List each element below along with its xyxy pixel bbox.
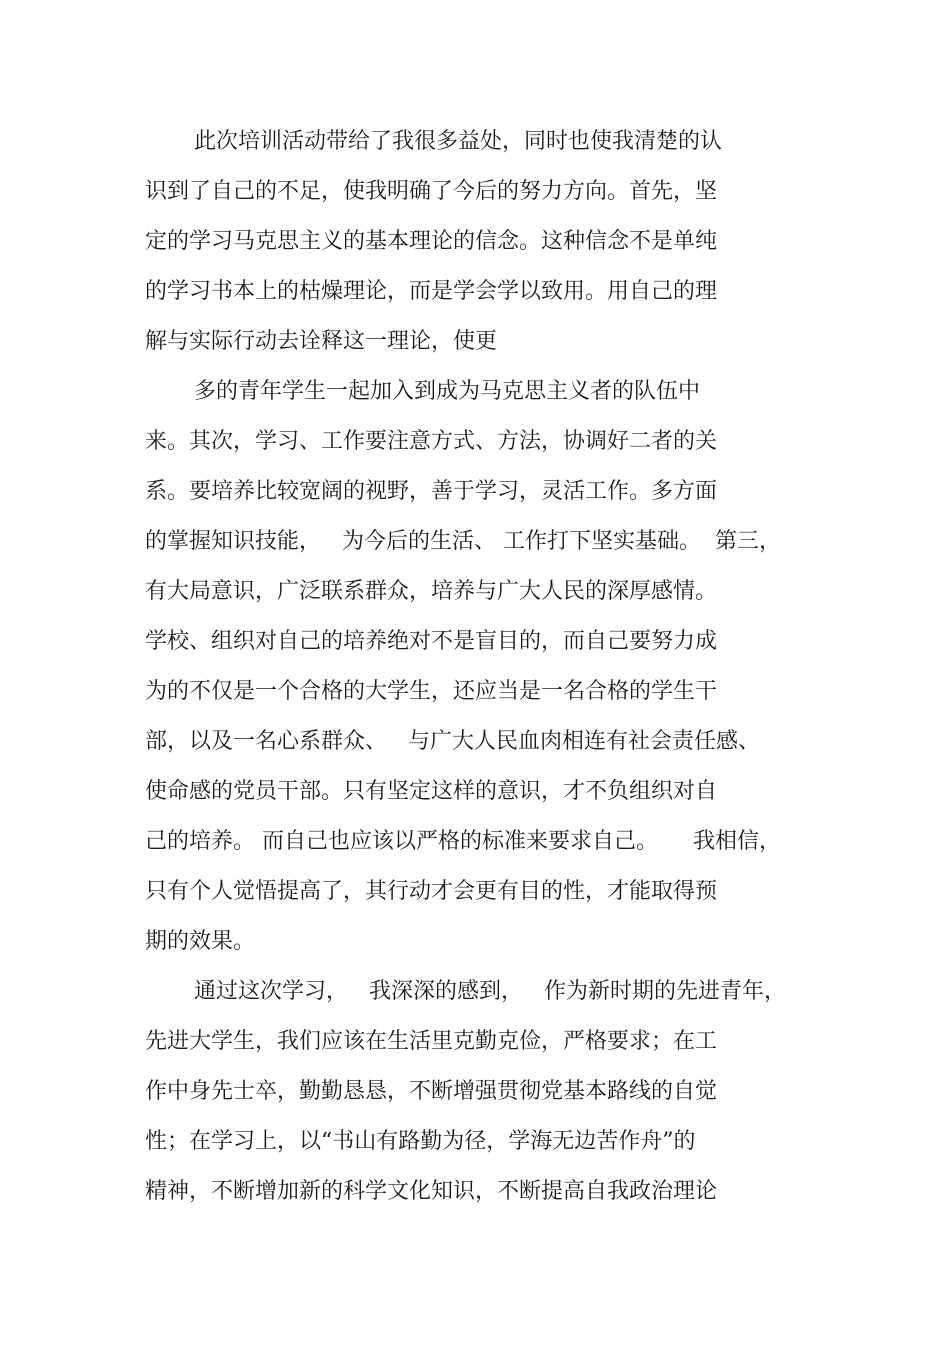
paragraph-2-line-6: 学校、组织对自己的培养绝对不是盲目的，而自己要努力成	[145, 629, 718, 654]
paragraph-2-line-7: 为的不仅是一个合格的大学生，还应当是一名合格的学生干	[145, 679, 718, 704]
paragraph-2-line-3: 系。要培养比较宽阔的视野，善于学习，灵活工作。多方面	[145, 479, 718, 504]
body-text	[145, 122, 845, 1222]
paragraph-1-line-3: 定的学习马克思主义的基本理论的信念。这种信念不是单纯	[145, 229, 718, 254]
paragraph-2-line-1: 多的青年学生一起加入到成为马克思主义者的队伍中	[194, 379, 701, 404]
paragraph-2-line-5: 有大局意识，广泛联系群众，培养与广大人民的深厚感情。	[145, 579, 718, 604]
paragraph-3-line-3: 作中身先士卒，勤勤恳恳，不断增强贯彻党基本路线的自觉	[145, 1079, 718, 1104]
paragraph-3-line-5: 精神，不断增加新的科学文化知识，不断提高自我政治理论	[145, 1179, 718, 1204]
paragraph-1-line-2: 识到了自己的不足，使我明确了今后的努力方向。首先，坚	[145, 179, 718, 204]
paragraph-2-line-2: 来。其次，学习、工作要注意方式、方法，协调好二者的关	[145, 429, 718, 454]
paragraph-1-line-5: 解与实际行动去诠释这一理论，使更	[145, 329, 498, 354]
paragraph-3-line-4: 性；在学习上，以“书山有路勤为径，学海无边苦作舟”的	[145, 1129, 696, 1154]
paragraph-2-line-10: 己的培养。 而自己也应该以严格的标准来要求自己。 我相信，	[145, 829, 781, 854]
paragraph-2-line-4: 的掌握知识技能， 为今后的生活、 工作打下坚实基础。 第三，	[145, 529, 781, 554]
paragraph-2-line-8: 部，以及一名心系群众、 与广大人民血肉相连有社会责任感、	[145, 729, 760, 754]
paragraph-3-line-1: 通过这次学习， 我深深的感到， 作为新时期的先进青年，	[194, 979, 786, 1004]
paragraph-1-line-1: 此次培训活动带给了我很多益处，同时也使我清楚的认	[194, 129, 723, 154]
paragraph-2-line-11: 只有个人觉悟提高了，其行动才会更有目的性，才能取得预	[145, 879, 718, 904]
paragraph-2-line-9: 使命感的党员干部。只有坚定这样的意识，才不负组织对自	[145, 779, 718, 804]
paragraph-3-line-2: 先进大学生，我们应该在生活里克勤克俭，严格要求；在工	[145, 1029, 718, 1054]
paragraph-1-line-4: 的学习书本上的枯燥理论，而是学会学以致用。用自己的理	[145, 279, 718, 304]
paragraph-2-line-12: 期的效果。	[145, 929, 256, 954]
